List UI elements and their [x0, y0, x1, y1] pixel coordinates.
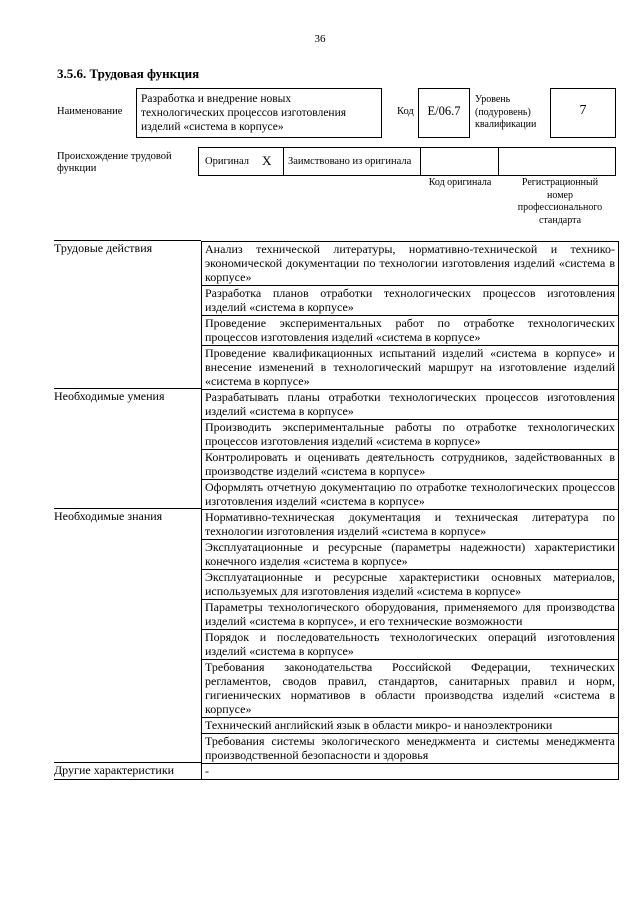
original-mark: Х — [262, 153, 272, 168]
section-item: Нормативно-техническая документация и техническая литература по технологии изготовления изделий «система в корпусе» — [201, 509, 619, 539]
section-item: Параметры технологического оборудования, применяемого для производства изделий «система в корпусе», и его технические возможности — [201, 599, 619, 629]
section-item: Проведение квалификационных испытаний изделий «система в корпусе» и внесение изменений в технологический маршрут на изготовление изделий «система в корпусе» — [201, 345, 619, 389]
page-number: 36 — [314, 33, 326, 45]
original-label: Оригинал — [205, 156, 249, 167]
section-label: Необходимые умения — [54, 389, 201, 509]
section-row — [54, 509, 619, 763]
section-item: - — [201, 763, 619, 780]
code-original-caption: Код оригинала — [428, 177, 492, 188]
functions-table — [54, 240, 619, 780]
name-label: Наименование — [57, 106, 123, 117]
name-value-box — [136, 88, 382, 138]
section-item: Разработка планов отработки технологических процессов изготовления изделий «система в корпусе» — [201, 285, 619, 315]
code-label: Код — [397, 106, 414, 117]
section-item: Эксплуатационные и ресурсные (параметры надежности) характеристики конечного изделия «система в корпусе» — [201, 539, 619, 569]
section-label: Необходимые знания — [54, 509, 201, 763]
section-item: Порядок и последовательность технологических операций изготовления изделий «система в корпусе» — [201, 629, 619, 659]
section-row — [54, 241, 619, 389]
section-item: Эксплуатационные и ресурсные характеристики основных материалов, используемых для изготовления изделий «система в корпусе» — [201, 569, 619, 599]
level-value-box — [550, 88, 616, 138]
section-item: Оформлять отчетную документацию по отработке технологических процессов изготовления изделий «система в корпусе» — [201, 479, 619, 509]
section-item: Анализ технической литературы, нормативно-технической и технико-экономической документации по технологии изготовления изделий «система в корпусе» — [201, 241, 619, 285]
section-item: Технический английский язык в области микро- и наноэлектроники — [201, 717, 619, 733]
section-row — [54, 389, 619, 509]
code-value: Е/06.7 — [427, 104, 461, 118]
borrowed-label: Заимствовано из оригинала — [288, 156, 412, 167]
section-label: Трудовые действия — [54, 241, 201, 389]
level-value: 7 — [579, 103, 587, 118]
name-value: Разработка и внедрение новых технологических процессов изготовления изделий «система в корпусе» — [141, 93, 347, 133]
section-item: Производить экспериментальные работы по отработке технологических процессов изготовления изделий «система в корпусе» — [201, 419, 619, 449]
section-item: Требования законодательства Российской Федерации, технических регламентов, сводов правил, стандартов, санитарных правил и норм, гигиенических нормативов в области производства изделий «система в корпусе» — [201, 659, 619, 717]
level-label: Уровень (подуровень) квалификации — [475, 94, 537, 130]
section-label: Другие характеристики — [54, 763, 201, 780]
reg-number-caption: Регистрационный номер профессионального стандарта — [517, 177, 603, 226]
section-item: Проведение экспериментальных работ по отработке технологических процессов изготовления изделий «система в корпусе» — [201, 315, 619, 345]
section-item: Контролировать и оценивать деятельность сотрудников, задействованных в производстве изделий «система в корпусе» — [201, 449, 619, 479]
section-item: Требования системы экологического менеджмента и системы менеджмента производственной безопасности и здоровья — [201, 733, 619, 763]
section-title: 3.5.6. Трудовая функция — [57, 66, 200, 81]
origin-label: Происхождение трудовой функции — [57, 151, 172, 174]
code-value-box — [418, 88, 470, 138]
section-item: Разрабатывать планы отработки технологических процессов изготовления изделий «система в корпусе» — [201, 389, 619, 419]
section-row — [54, 763, 619, 780]
